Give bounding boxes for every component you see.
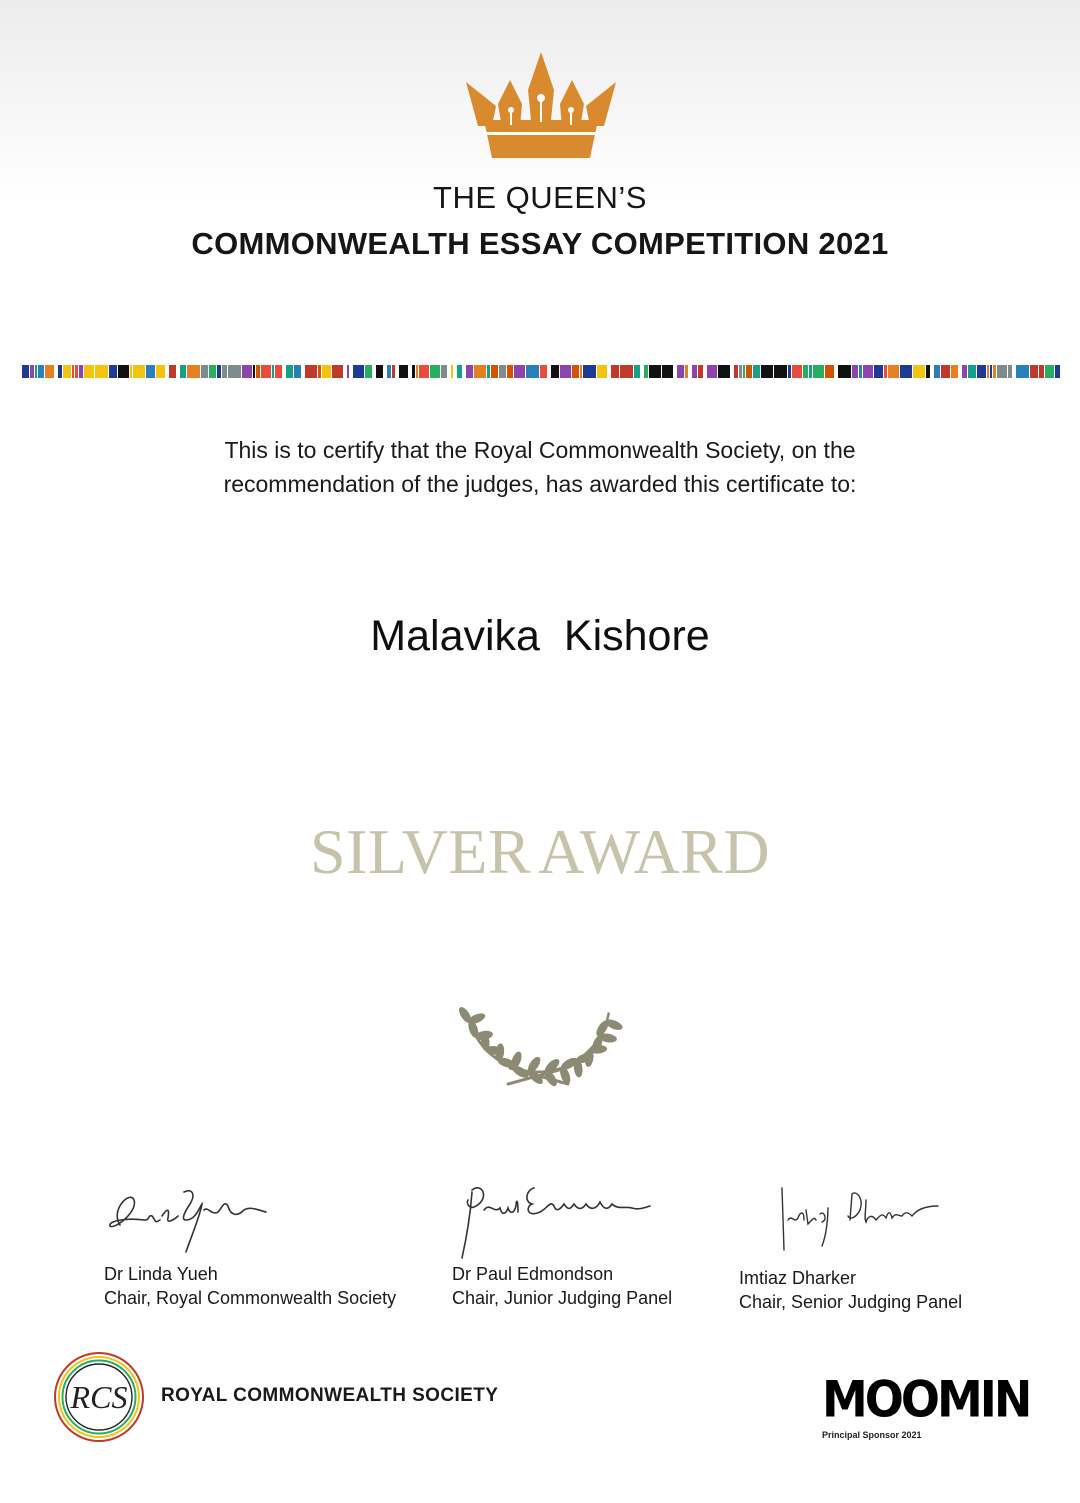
stripe-segment (977, 365, 986, 378)
sponsor-caption: Principal Sponsor 2021 (822, 1430, 922, 1440)
stripe-segment (572, 365, 579, 378)
stripe-segment (187, 365, 200, 378)
stripe-segment (242, 365, 252, 378)
stripe-segment (913, 365, 925, 378)
stripe-segment (551, 365, 559, 378)
stripe-segment (677, 365, 684, 378)
stripe-segment (1008, 365, 1012, 378)
stripe-segment (809, 365, 812, 378)
stripe-segment (934, 365, 940, 378)
stripe-segment (75, 365, 78, 378)
stripe-segment (863, 365, 873, 378)
stripe-segment (392, 365, 395, 378)
stripe-segment (133, 365, 145, 378)
stripe-segment (169, 365, 176, 378)
stripe-segment (620, 365, 633, 378)
stripe-segment (457, 365, 462, 378)
stripe-segment (1030, 365, 1038, 378)
signatory-role: Chair, Royal Commonwealth Society (104, 1288, 397, 1308)
stripe-segment (275, 365, 282, 378)
stripe-segment (72, 365, 74, 378)
stripe-segment (825, 365, 834, 378)
stripe-segment (399, 365, 408, 378)
stripe-segment (753, 365, 760, 378)
stripe-segment (813, 365, 824, 378)
signature-linda-yueh (100, 1180, 280, 1260)
competition-title-line2: COMMONWEALTH ESSAY COMPETITION 2021 (191, 226, 889, 261)
stripe-segment (22, 365, 29, 378)
stripe-segment (118, 365, 129, 378)
stripe-segment (962, 365, 967, 378)
stripe-segment (332, 365, 343, 378)
stripe-segment (739, 365, 742, 378)
stripe-segment (698, 365, 703, 378)
stripe-segment (941, 365, 950, 378)
signatory-paul-edmondson (452, 1262, 672, 1310)
stripe-segment (416, 365, 418, 378)
stripe-segment (376, 365, 383, 378)
stripe-segment (63, 365, 71, 378)
stripe-segment (685, 365, 688, 378)
stripe-segment (987, 365, 989, 378)
rcs-name: ROYAL COMMONWEALTH SOCIETY (161, 1385, 499, 1406)
certification-line-1: This is to certify that the Royal Commonwealth Society, on the (224, 437, 856, 463)
signature-paul-edmondson (450, 1180, 660, 1260)
stripe-segment (788, 365, 791, 378)
recipient-name: Malavika Kishore (370, 612, 710, 660)
stripe-segment (209, 365, 216, 378)
stripe-segment (514, 365, 525, 378)
stripe-segment (253, 365, 255, 378)
stripe-segment (888, 365, 899, 378)
stripe-segment (526, 365, 539, 378)
stripe-segment (743, 365, 745, 378)
stripe-segment (993, 365, 996, 378)
stripe-segment (746, 365, 752, 378)
stripe-segment (109, 365, 117, 378)
stripe-segment (1045, 365, 1054, 378)
stripe-segment (990, 365, 992, 378)
stripe-segment (597, 365, 607, 378)
stripe-segment (649, 365, 661, 378)
stripe-segment (222, 365, 227, 378)
signature-imtiaz-dharker (772, 1180, 942, 1255)
stripe-segment (852, 365, 858, 378)
stripe-segment (272, 365, 274, 378)
certification-statement (140, 433, 940, 501)
commonwealth-color-stripe (22, 365, 1060, 378)
stripe-segment (130, 365, 132, 378)
stripe-segment (968, 365, 976, 378)
stripe-segment (217, 365, 221, 378)
stripe-segment (540, 365, 547, 378)
stripe-segment (507, 365, 513, 378)
stripe-segment (859, 365, 862, 378)
stripe-segment (180, 365, 186, 378)
stripe-segment (318, 365, 321, 378)
signatory-name: Dr Linda Yueh (104, 1264, 218, 1284)
stripe-segment (365, 365, 372, 378)
stripe-segment (792, 365, 802, 378)
stripe-segment (38, 365, 44, 378)
stripe-segment (84, 365, 94, 378)
signatory-linda-yueh (104, 1262, 396, 1310)
stripe-segment (491, 365, 498, 378)
stripe-segment (35, 365, 37, 378)
moomin-sponsor-logo: MOOMIN (822, 1369, 1030, 1429)
stripe-segment (1016, 365, 1029, 378)
stripe-segment (644, 365, 648, 378)
crown-of-pen-nibs-icon (462, 48, 620, 162)
signatory-role: Chair, Junior Judging Panel (452, 1288, 673, 1308)
stripe-segment (874, 365, 883, 378)
stripe-segment (412, 365, 415, 378)
stripe-segment (838, 365, 851, 378)
stripe-segment (761, 365, 773, 378)
stripe-segment (997, 365, 1007, 378)
rcs-logo-text: RCS (70, 1379, 128, 1415)
stripe-segment (387, 365, 391, 378)
stripe-segment (611, 365, 619, 378)
stripe-segment (560, 365, 571, 378)
stripe-segment (583, 365, 596, 378)
award-title: SILVER AWARD (309, 816, 771, 887)
stripe-segment (774, 365, 787, 378)
stripe-segment (353, 365, 364, 378)
stripe-segment (256, 365, 260, 378)
rcs-logo-icon (52, 1350, 146, 1444)
stripe-segment (466, 365, 473, 378)
stripe-segment (228, 365, 241, 378)
stripe-segment (1055, 365, 1060, 378)
stripe-segment (45, 365, 54, 378)
laurel-wreath-icon (438, 918, 638, 1093)
stripe-segment (322, 365, 331, 378)
stripe-segment (662, 365, 673, 378)
stripe-segment (692, 365, 697, 378)
signatory-name: Dr Paul Edmondson (452, 1264, 614, 1284)
certification-line-2: recommendation of the judges, has awarded this certificate to: (223, 471, 857, 497)
stripe-segment (294, 365, 301, 378)
stripe-segment (900, 365, 912, 378)
stripe-segment (451, 365, 453, 378)
stripe-segment (718, 365, 730, 378)
stripe-segment (499, 365, 506, 378)
stripe-segment (286, 365, 293, 378)
stripe-segment (580, 365, 582, 378)
stripe-segment (734, 365, 738, 378)
stripe-segment (261, 365, 271, 378)
stripe-segment (926, 365, 930, 378)
stripe-segment (30, 365, 34, 378)
stripe-segment (707, 365, 717, 378)
stripe-segment (430, 365, 440, 378)
stripe-segment (305, 365, 317, 378)
signatory-name: Imtiaz Dharker (739, 1268, 857, 1288)
stripe-segment (58, 365, 62, 378)
stripe-segment (79, 365, 83, 378)
stripe-segment (95, 365, 108, 378)
stripe-segment (487, 365, 490, 378)
stripe-segment (441, 365, 447, 378)
signatory-imtiaz-dharker (739, 1266, 962, 1314)
stripe-segment (951, 365, 958, 378)
stripe-segment (146, 365, 155, 378)
stripe-segment (419, 365, 429, 378)
stripe-segment (884, 365, 887, 378)
stripe-segment (1039, 365, 1044, 378)
stripe-segment (201, 365, 208, 378)
signatory-role: Chair, Senior Judging Panel (739, 1292, 963, 1312)
stripe-segment (803, 365, 808, 378)
stripe-segment (474, 365, 486, 378)
competition-title-line1: THE QUEEN’S (433, 180, 647, 215)
stripe-segment (156, 365, 165, 378)
stripe-segment (347, 365, 349, 378)
stripe-segment (634, 365, 640, 378)
